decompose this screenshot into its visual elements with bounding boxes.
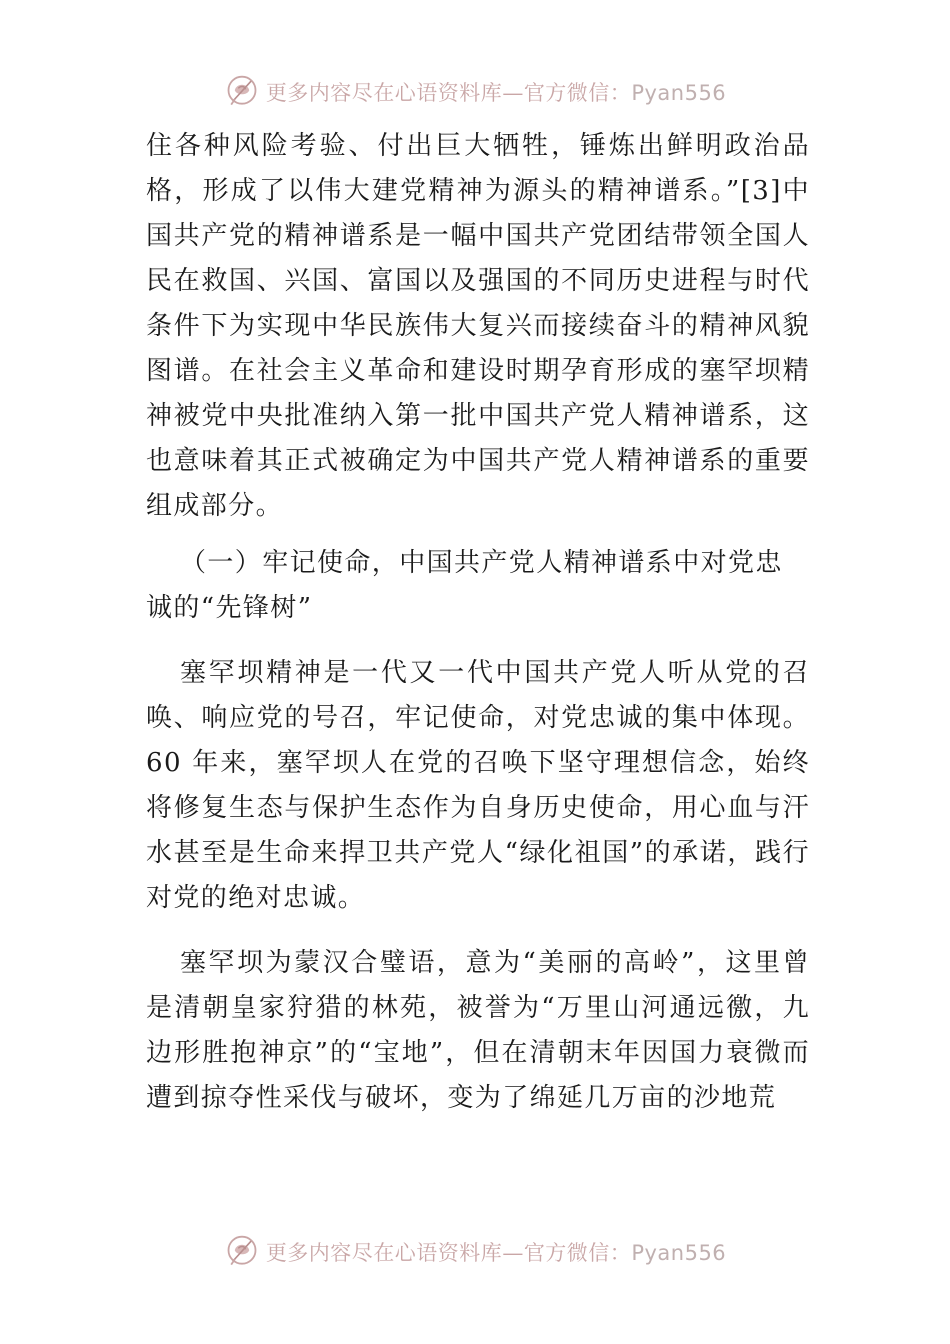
- watermark-wechat-id: Pyan556: [631, 81, 727, 105]
- watermark-wechat-id: Pyan556: [631, 1241, 727, 1265]
- rose-logo-icon: [224, 74, 260, 110]
- watermark-wechat-label: 官方微信：: [523, 1241, 632, 1265]
- watermark-brand: 更多内容尽在心语资料库: [265, 1241, 503, 1265]
- footer-watermark: [0, 1232, 950, 1272]
- watermark-wechat-label: 官方微信：: [523, 81, 632, 105]
- paragraph: 塞罕坝为蒙汉合璧语，意为“美丽的高岭”，这里曾是清朝皇家狩猎的林苑，被誉为“万里山河通远徼，九边形胜抱神京”的“宝地”，但在清朝末年因国力衰微而遭到掠夺性采伐与破坏，变为了绵延几万亩的沙地荒: [146, 948, 810, 1113]
- watermark-separator: —: [502, 1241, 524, 1265]
- paragraph-continued: 住各种风险考验、付出巨大牺牲，锤炼出鲜明政治品格，形成了以伟大建党精神为源头的精神谱系。”[3]中国共产党的精神谱系是一幅中国共产党团结带领全国人民在救国、兴国、富国以及强国的不同历史进程与时代条件下为实现中华民族伟大复兴而接续奋斗的精神风貌图谱。在社会主义革命和建设时期孕育形成的塞罕坝精神被党中央批准纳入第一批中国共产党人精神谱系，这也意味着其正式被确定为中国共产党人精神谱系的重要组成部分。: [146, 131, 810, 521]
- paragraph: 塞罕坝精神是一代又一代中国共产党人听从党的召唤、响应党的号召，牢记使命，对党忠诚的集中体现。60 年来，塞罕坝人在党的召唤下坚守理想信念，始终将修复生态与保护生态作为自身历史使命，用心血与汗水甚至是生命来捍卫共产党人“绿化祖国”的承诺，践行对党的绝对忠诚。: [146, 658, 810, 913]
- header-watermark: [0, 72, 950, 112]
- watermark-brand: 更多内容尽在心语资料库: [265, 81, 503, 105]
- section-heading: （一）牢记使命，中国共产党人精神谱系中对党忠诚的“先锋树”: [146, 548, 783, 623]
- watermark-text: [266, 77, 726, 107]
- watermark-separator: —: [502, 81, 524, 105]
- watermark-text: [266, 1237, 726, 1267]
- document-body: [146, 124, 810, 1121]
- rose-logo-icon: [224, 1234, 260, 1270]
